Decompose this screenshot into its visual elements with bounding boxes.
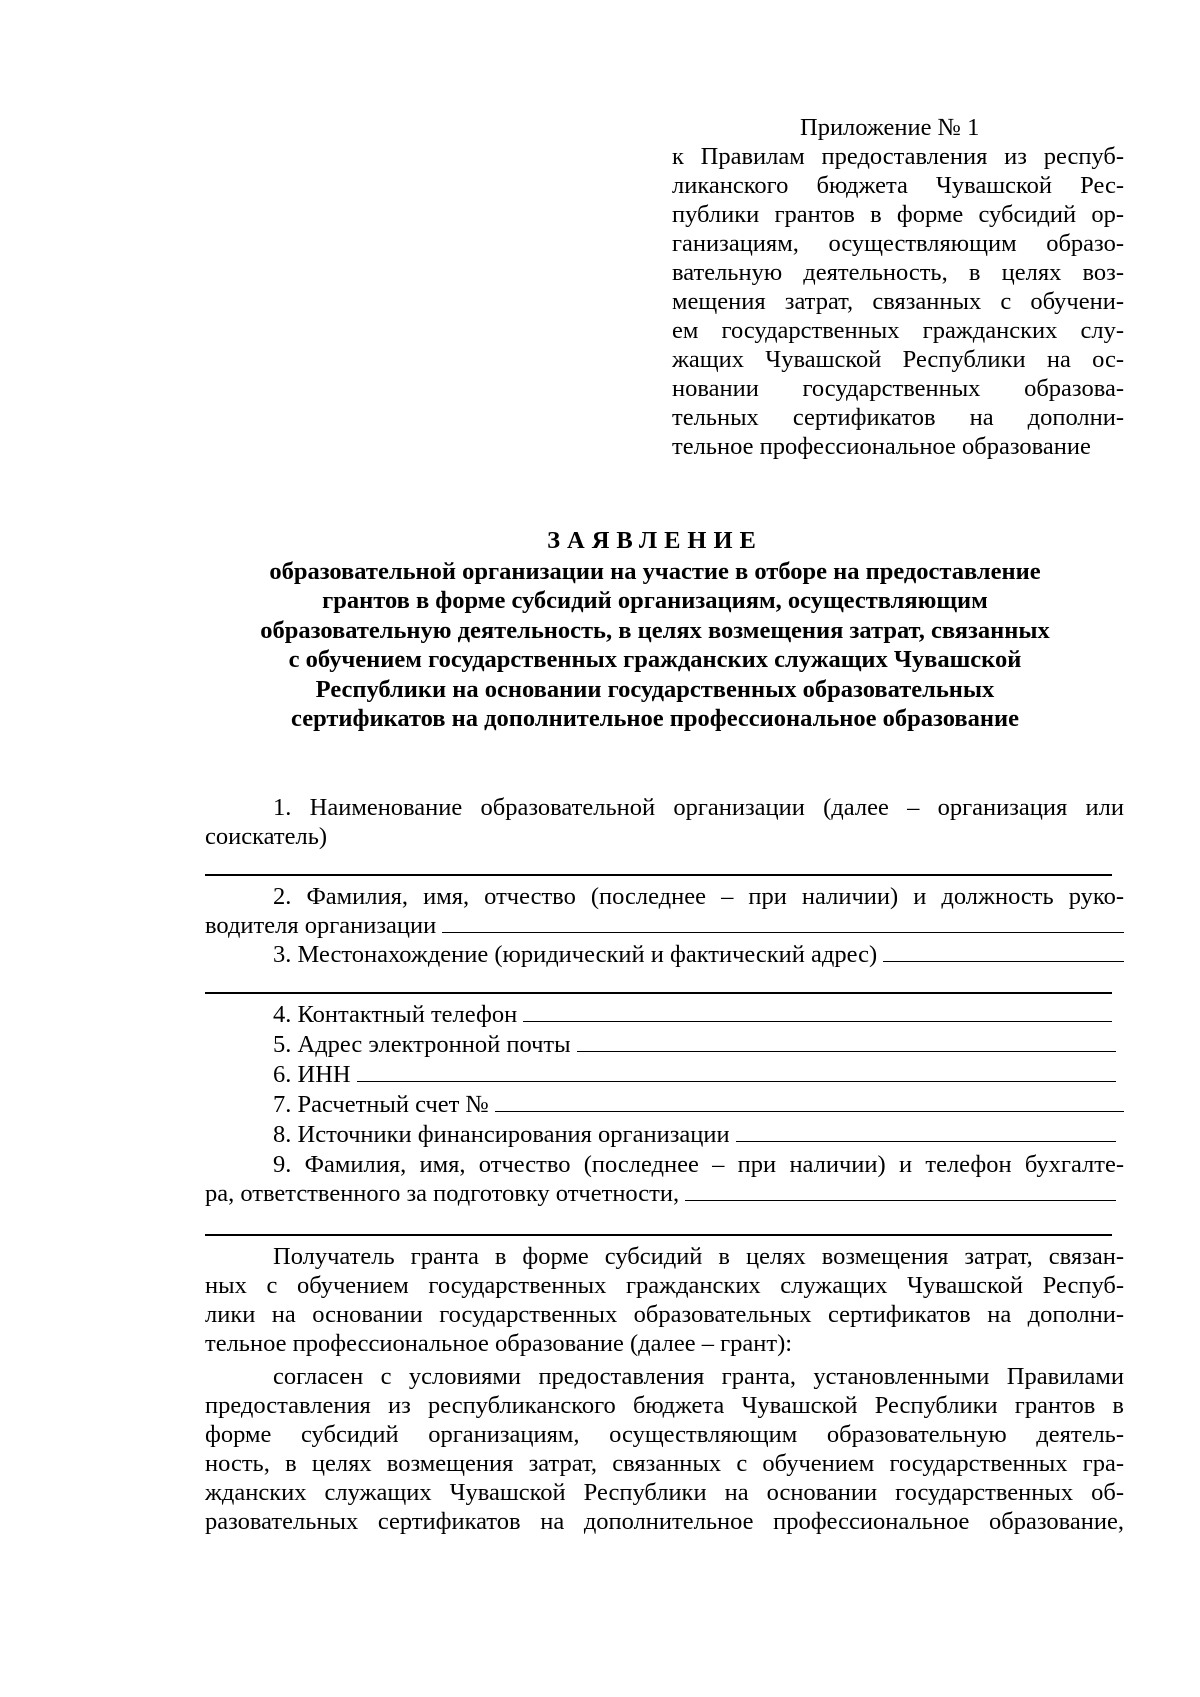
form-item-2 — [205, 882, 1124, 940]
paragraph-line: разовательных сертификатов на дополнительное профессиональное образование, — [205, 1508, 1124, 1535]
title-line: с обучением государственных гражданских служащих Чувашской — [288, 646, 1022, 673]
form-item-5 — [205, 1030, 1116, 1059]
appendix-line: ликанского бюджета Чувашской Рес- — [672, 172, 1124, 199]
paragraph-line: ность, в целях возмещения затрат, связанных с обучением государственных гра- — [205, 1450, 1124, 1477]
item9-label: 9. Фамилия, имя, отчество (последнее – при наличии) и телефон бухгалте- — [273, 1151, 1124, 1178]
item3-fill-line[interactable] — [883, 941, 1124, 962]
item5-row — [205, 1030, 1116, 1059]
item4-row — [205, 1000, 1112, 1029]
title-line: сертификатов на дополнительное профессиональное образование — [291, 705, 1019, 732]
appendix-line: к Правилам предоставления из респуб- — [672, 143, 1124, 170]
item2-label: 2. Фамилия, имя, отчество (последнее – при наличии) и должность руко- — [273, 883, 1124, 910]
title-word: ЗАЯВЛЕНИЕ — [547, 527, 763, 554]
appendix-line: вательную деятельность, в целях воз- — [672, 259, 1124, 286]
item2-label-cont: водителя организации — [205, 912, 437, 939]
item5-fill-line[interactable] — [577, 1031, 1116, 1052]
appendix-header — [672, 113, 1124, 461]
item9-label-cont: ра, ответственного за подготовку отчетности, — [205, 1180, 680, 1207]
appendix-line: ем государственных гражданских слу- — [672, 317, 1124, 344]
document-title — [205, 526, 1105, 734]
item8-row — [205, 1120, 1116, 1149]
paragraph-line: согласен с условиями предоставления гранта, установленными Правилами — [273, 1363, 1124, 1390]
appendix-line: тельное профессиональное образование — [672, 433, 1091, 460]
appendix-line: новании государственных образова- — [672, 375, 1124, 402]
item3-fill-line-2[interactable] — [205, 992, 1112, 994]
item4-label: 4. Контактный телефон — [273, 1001, 518, 1028]
paragraph-line: предоставления из республиканского бюджета Чувашской Республики грантов в — [205, 1392, 1124, 1419]
paragraph-line: тельное профессиональное образование (далее – грант): — [205, 1330, 793, 1357]
paragraph-line: форме субсидий организациям, осуществляющим образовательную деятель- — [205, 1421, 1124, 1448]
form-item-1 — [205, 793, 1124, 851]
item7-label: 7. Расчетный счет № — [273, 1091, 489, 1118]
appendix-line: мещения затрат, связанных с обучени- — [672, 288, 1124, 315]
item6-label: 6. ИНН — [273, 1061, 351, 1088]
item8-label: 8. Источники финансирования организации — [273, 1121, 730, 1148]
item6-fill-line[interactable] — [357, 1061, 1116, 1082]
form-item-3 — [205, 940, 1124, 969]
paragraph-grant-recipient — [205, 1242, 1124, 1358]
appendix-heading: Приложение № 1 — [800, 114, 980, 141]
item1-fill-line[interactable] — [205, 874, 1112, 876]
item7-row — [205, 1090, 1124, 1119]
paragraph-line: ных с обучением государственных гражданских служащих Чувашской Респуб- — [205, 1272, 1124, 1299]
form-item-6 — [205, 1060, 1116, 1089]
title-line: образовательную деятельность, в целях возмещения затрат, связанных — [260, 616, 1050, 644]
item6-row — [205, 1060, 1116, 1089]
item8-fill-line[interactable] — [736, 1121, 1116, 1142]
item7-fill-line[interactable] — [495, 1091, 1124, 1112]
item3-label: 3. Местонахождение (юридический и фактический адрес) — [273, 941, 878, 968]
item5-label: 5. Адрес электронной почты — [273, 1031, 571, 1058]
appendix-line: тельных сертификатов на дополни- — [672, 404, 1124, 431]
appendix-line: ганизациям, осуществляющим образо- — [672, 230, 1124, 257]
appendix-line: жащих Чувашской Республики на ос- — [672, 346, 1124, 373]
title-line: образовательной организации на участие в отборе на предоставление — [269, 557, 1041, 585]
item9-row — [205, 1179, 1116, 1208]
form-item-8 — [205, 1120, 1116, 1149]
item3-row — [205, 940, 1124, 969]
appendix-line: публики грантов в форме субсидий ор- — [672, 201, 1124, 228]
title-line: грантов в форме субсидий организациям, осуществляющим — [322, 587, 988, 614]
item1-label-cont: соискатель) — [205, 823, 328, 850]
paragraph-agreement — [205, 1362, 1124, 1536]
item1-label: 1. Наименование образовательной организации (далее – организация или — [273, 794, 1124, 821]
form-item-9 — [205, 1150, 1124, 1208]
paragraph-line: лики на основании государственных образовательных сертификатов на дополни- — [205, 1301, 1124, 1328]
paragraph-line: жданских служащих Чувашской Республики на основании государственных об- — [205, 1479, 1124, 1506]
item2-row — [205, 911, 1124, 940]
item2-fill-line[interactable] — [442, 912, 1124, 933]
paragraph-line: Получатель гранта в форме субсидий в целях возмещения затрат, связан- — [273, 1243, 1124, 1270]
item4-fill-line[interactable] — [523, 1001, 1112, 1022]
item9-fill-line-2[interactable] — [205, 1234, 1112, 1236]
form-item-4 — [205, 1000, 1112, 1029]
form-item-7 — [205, 1090, 1124, 1119]
item9-fill-line[interactable] — [685, 1180, 1116, 1201]
title-line: Республики на основании государственных образовательных — [315, 675, 995, 703]
